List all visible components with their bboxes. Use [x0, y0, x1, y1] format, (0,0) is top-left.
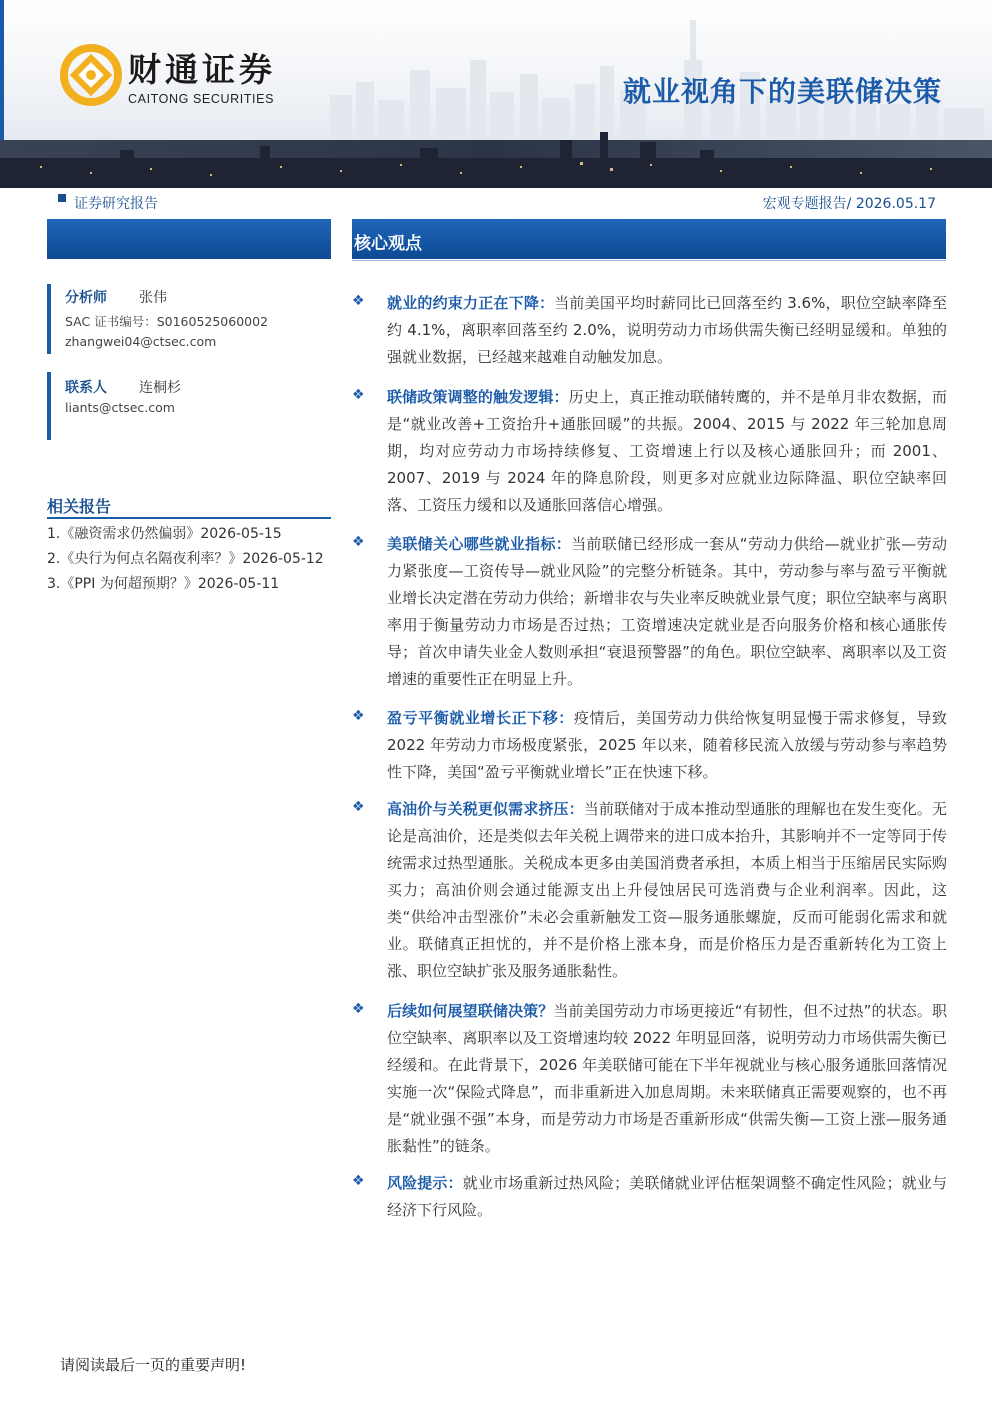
analyst-label: 分析师: [65, 290, 107, 306]
square-bullet-icon: [58, 194, 66, 202]
contact-label: 联系人: [65, 380, 107, 396]
core-point-text: [387, 384, 947, 519]
core-point-body: 当前美国平均时薪同比已回落至约 3.6%，职位空缺率降至约 4.1%，离职率回落至约 2.0%，说明劳动力市场供需失衡已经明显缓和。单独的强就业数据，已经越来越难自动触发加息。: [387, 294, 947, 366]
report-category-date: 宏观专题报告/ 2026.05.17: [762, 196, 936, 212]
diamond-bullet-icon: ❖: [352, 1001, 365, 1017]
related-report-item[interactable]: 3.《PPI 为何超预期？》2026-05-11: [47, 576, 280, 592]
contact-name: 连桐杉: [139, 380, 181, 396]
contact-email[interactable]: liants@ctsec.com: [65, 400, 175, 415]
core-point-heading: 风险提示：: [387, 1174, 463, 1192]
core-point-heading: 联储政策调整的触发逻辑：: [387, 388, 569, 406]
report-header: [0, 0, 992, 188]
analyst-sac-number: SAC 证书编号：S0160525060002: [65, 314, 269, 329]
company-logo: [60, 42, 300, 112]
diamond-bullet-icon: ❖: [352, 534, 365, 550]
brand-name-chinese: 财通证券: [128, 50, 276, 89]
core-point-text: [387, 531, 947, 693]
diamond-bullet-icon: ❖: [352, 708, 365, 724]
core-point-heading: 美联储关心哪些就业指标：: [387, 535, 572, 553]
diamond-bullet-icon: ❖: [352, 1173, 365, 1189]
core-point-body: 历史上，真正推动联储转鹰的，并不是单月非农数据，而是“就业改善+工资抬升+通胀回暖”的共振。2004、2015 与 2022 年三轮加息周期，均对应劳动力市场持续修复、工资增速上行以及核心通胀回升；而 2001、2007、2019 与 2024 年的降息阶段，则更多对应就业边际降温、职位空缺率回落、工资压力缓和以及通胀回落信心增强。: [387, 388, 947, 514]
contact-info: [47, 372, 345, 440]
core-point-heading: 就业的约束力正在下降：: [387, 294, 555, 312]
brand-name-english: CAITONG SECURITIES: [128, 92, 275, 106]
left-column-header-bar: [47, 219, 331, 259]
core-point-body: 当前联储已经形成一套从“劳动力供给—就业扩张—劳动力紧张度—工资传导—就业风险”的完整分析链条。其中，劳动参与率与盈亏平衡就业增长决定潜在劳动力供给；新增非农与失业率反映就业景气度；职位空缺率与离职率用于衡量劳动力市场是否过热；工资增速决定就业是否向服务价格和核心通胀传导；首次申请失业金人数则承担“衰退预警器”的角色。职位空缺率、离职率以及工资增速的重要性正在明显上升。: [387, 535, 947, 688]
core-point-text: [387, 998, 947, 1160]
core-point-text: [387, 290, 947, 371]
related-reports-title: 相关报告: [47, 497, 112, 516]
core-views-header-bar: [352, 219, 946, 259]
core-point-body: 当前美国劳动力市场更接近“有韧性，但不过热”的状态。职位空缺率、离职率以及工资增速均较 2022 年明显回落，说明劳动力市场供需失衡已经缓和。在此背景下，2026 年美联储可能在下半年视就业与核心服务通胀回落情况实施一次“保险式降息”，而非重新进入加息周期。未来联储真正需要观察的，也不再是“就业强不强”本身，而是劳动力市场是否重新形成“供需失衡—工资上涨—服务通胀黏性”的链条。: [387, 1002, 947, 1155]
report-title: 就业视角下的美联储决策: [622, 75, 942, 108]
core-views-title: 核心观点: [354, 234, 422, 254]
analyst-info: [47, 284, 345, 354]
core-point-text: [387, 796, 947, 985]
core-point-heading: 高油价与关税更似需求挤压：: [387, 800, 584, 818]
logo-emblem-icon: [60, 44, 122, 106]
core-point-text: [387, 1170, 947, 1224]
report-type: [58, 193, 158, 213]
core-point-body: 疫情后，美国劳动力供给恢复明显慢于需求修复，导致 2022 年劳动力市场极度紧张，2025 年以来，随着移民流入放缓与劳动参与率趋势性下降，美国“盈亏平衡就业增长”正在快速下移。: [387, 709, 947, 781]
core-point-text: [387, 705, 947, 786]
core-views-divider: [352, 260, 946, 261]
core-point-heading: 后续如何展望联储决策？: [387, 1002, 554, 1020]
related-reports-divider: [47, 517, 331, 519]
diamond-bullet-icon: ❖: [352, 387, 365, 403]
related-report-item[interactable]: 2.《央行为何点名隔夜利率？》2026-05-12: [47, 551, 324, 567]
report-type-label: 证券研究报告: [74, 196, 158, 212]
diamond-bullet-icon: ❖: [352, 293, 365, 309]
disclaimer-note: 请阅读最后一页的重要声明!: [60, 1356, 247, 1374]
core-point-body: 就业市场重新过热风险；美联储就业评估框架调整不确定性风险；就业与经济下行风险。: [387, 1174, 947, 1219]
core-point-body: 当前联储对于成本推动型通胀的理解也在发生变化。无论是高油价，还是类似去年关税上调带来的进口成本抬升，其影响并不一定等同于传统需求过热型通胀。关税成本更多由美国消费者承担，本质上相当于压缩居民实际购买力；高油价则会通过能源支出上升侵蚀居民可选消费与企业利润率。因此，这类“供给冲击型涨价”未必会重新触发工资—服务通胀螺旋，反而可能弱化需求和就业。联储真正担忧的，并不是价格上涨本身，而是价格压力是否重新转化为工资上涨、职位空缺扩张及服务通胀黏性。: [387, 800, 947, 980]
core-point-heading: 盈亏平衡就业增长正下移：: [387, 709, 574, 727]
analyst-name: 张伟: [139, 290, 167, 306]
diamond-bullet-icon: ❖: [352, 799, 365, 815]
related-report-item[interactable]: 1.《融资需求仍然偏弱》2026-05-15: [47, 526, 282, 542]
analyst-email[interactable]: zhangwei04@ctsec.com: [65, 334, 217, 349]
